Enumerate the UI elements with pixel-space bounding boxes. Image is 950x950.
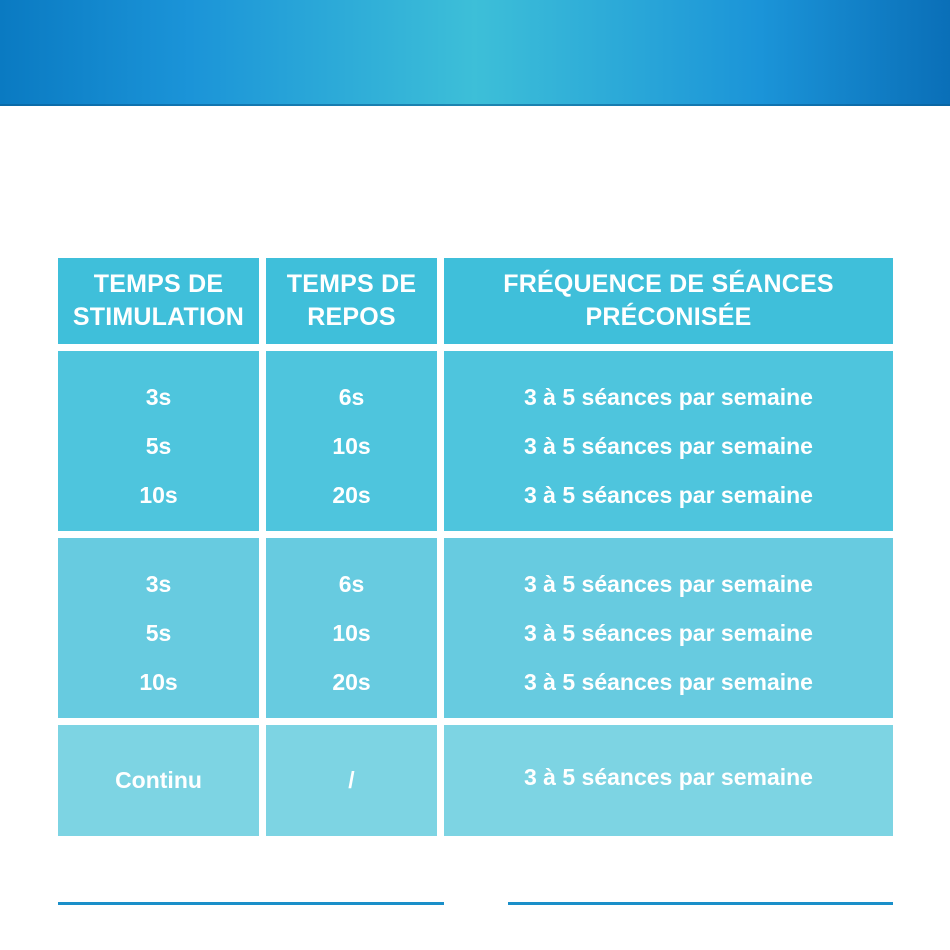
group-1-stimulation (58, 351, 259, 531)
table-cell: 20s (332, 482, 371, 508)
footer-divider-right (508, 902, 893, 905)
table-cell: 10s (139, 482, 178, 508)
group-1-repos (266, 351, 437, 531)
header-frequence-line-1: FRÉQUENCE DE SÉANCES (503, 270, 834, 298)
header-frequence (444, 258, 893, 344)
table-cell: 3 à 5 séances par semaine (524, 764, 813, 790)
table-cell: 20s (332, 669, 371, 695)
table-cell: 3 à 5 séances par semaine (524, 571, 813, 597)
table-cell: 3s (145, 571, 172, 597)
table-cell: 3 à 5 séances par semaine (524, 433, 813, 459)
group-2-frequence (444, 538, 893, 718)
table-row-group-2 (58, 538, 893, 718)
group-2-repos (266, 538, 437, 718)
table-cell: 3s (145, 384, 172, 410)
table-cell: 10s (332, 433, 371, 459)
header-repos (266, 258, 437, 344)
table-cell: 6s (338, 571, 365, 597)
table-cell: Continu (115, 767, 202, 793)
table-cell: 10s (332, 620, 371, 646)
header-repos-line-2: REPOS (307, 303, 396, 331)
table-row-group-1 (58, 351, 893, 531)
table-cell: 3 à 5 séances par semaine (524, 482, 813, 508)
header-frequence-line-2: PRÉCONISÉE (585, 303, 752, 331)
table-cell: 6s (338, 384, 365, 410)
table-cell: / (348, 767, 355, 793)
group-2-stimulation (58, 538, 259, 718)
table-cell: 5s (145, 433, 172, 459)
group-3-stimulation (58, 725, 259, 836)
header-stimulation-line-1: TEMPS DE (93, 270, 224, 298)
table-header-row (58, 258, 893, 344)
group-3-frequence (444, 725, 893, 836)
group-1-frequence (444, 351, 893, 531)
header-stimulation-line-2: STIMULATION (72, 303, 245, 331)
header-stimulation (58, 258, 259, 344)
table-cell: 5s (145, 620, 172, 646)
table-cell: 3 à 5 séances par semaine (524, 669, 813, 695)
table-cell: 3 à 5 séances par semaine (524, 620, 813, 646)
footer-divider-left (58, 902, 444, 905)
table-cell: 3 à 5 séances par semaine (524, 384, 813, 410)
header-repos-line-1: TEMPS DE (286, 270, 417, 298)
top-banner (0, 0, 950, 106)
group-3-repos (266, 725, 437, 836)
table-row-group-3 (58, 725, 893, 836)
table-cell: 10s (139, 669, 178, 695)
